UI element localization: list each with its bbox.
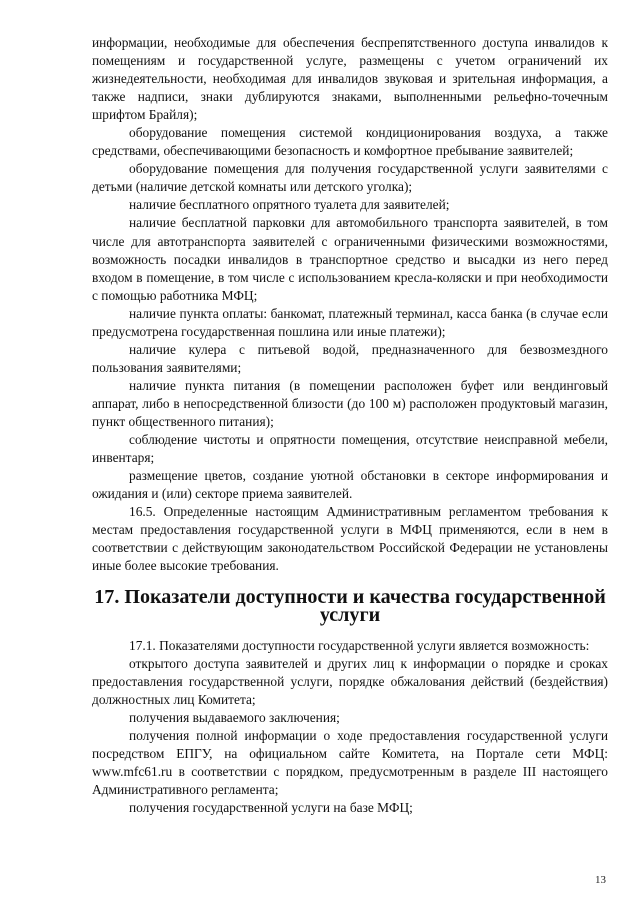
paragraph: наличие бесплатного опрятного туалета для заявителей; xyxy=(129,197,450,213)
paragraph: получения полной информации о ходе предоставления государственной услуги посредством ЕПГУ, на официальном сайте Комитета, на Портале сети МФЦ: www.mfc61.ru в соответствии с порядком, предусмотренным в разделе III настоящего Административного регламента; xyxy=(92,727,608,797)
paragraph: наличие кулера с питьевой водой, предназначенного для безвозмездного пользования заявителями; xyxy=(92,341,608,375)
paragraph: получения государственной услуги на базе МФЦ; xyxy=(129,799,413,815)
paragraph: получения выдаваемого заключения; xyxy=(129,709,340,725)
page-number: 13 xyxy=(595,874,606,886)
paragraph: информации, необходимые для обеспечения беспрепятственного доступа инвалидов к помещениям и государственной услуге, размещены с учетом ограничений их жизнедеятельности, необходимая для инвалидов звуковая и зрительная информация, а также надписи, знаки дублируются знаками, выполненными рельефно-точечным шрифтом Брайля); xyxy=(92,35,608,123)
paragraph: оборудование помещения системой кондиционирования воздуха, а также средствами, обеспечивающими безопасность и комфортное пребывание заявителей; xyxy=(92,125,608,159)
paragraph: соблюдение чистоты и опрятности помещения, отсутствие неисправной мебели, инвентаря; xyxy=(92,432,608,466)
paragraph: наличие пункта питания (в помещении расположен буфет или вендинговый аппарат, либо в непосредственной близости (до 100 м) расположен продуктовый магазин, пункт общественного питания); xyxy=(92,377,608,429)
paragraph: наличие бесплатной парковки для автомобильного транспорта заявителей, в том числе для автотранспорта заявителей с ограниченными физическими возможностями, возможность посадки инвалидов в транспортное средство и высадки из него перед входом в помещение, в том числе с использованием кресла-коляски и при необходимости с помощью работника МФЦ; xyxy=(92,215,608,303)
section-heading: 17. Показатели доступности и качества государственной услуги xyxy=(94,586,606,627)
paragraph: оборудование помещения для получения государственной услуги заявителями с детьми (наличие детской комнаты или детского уголка); xyxy=(92,161,608,195)
paragraph: открытого доступа заявителей и других лиц к информации о порядке и сроках предоставления государственной услуги, порядке обжалования действий (бездействия) должностных лиц Комитета; xyxy=(92,655,608,707)
document-page xyxy=(92,34,608,817)
paragraph: наличие пункта оплаты: банкомат, платежный терминал, касса банка (в случае если предусмотрена государственная пошлина или иные платежи); xyxy=(92,305,608,339)
paragraph: 16.5. Определенные настоящим Административным регламентом требования к местам предоставления государственной услуги в МФЦ применяются, если в нем в соответствии с действующим законодательством Российской Федерации не установлены иные более высокие требования. xyxy=(92,504,608,574)
paragraph: 17.1. Показателями доступности государственной услуги является возможность: xyxy=(129,637,590,653)
paragraph: размещение цветов, создание уютной обстановки в секторе информирования и ожидания и (или) секторе приема заявителей. xyxy=(92,468,608,502)
